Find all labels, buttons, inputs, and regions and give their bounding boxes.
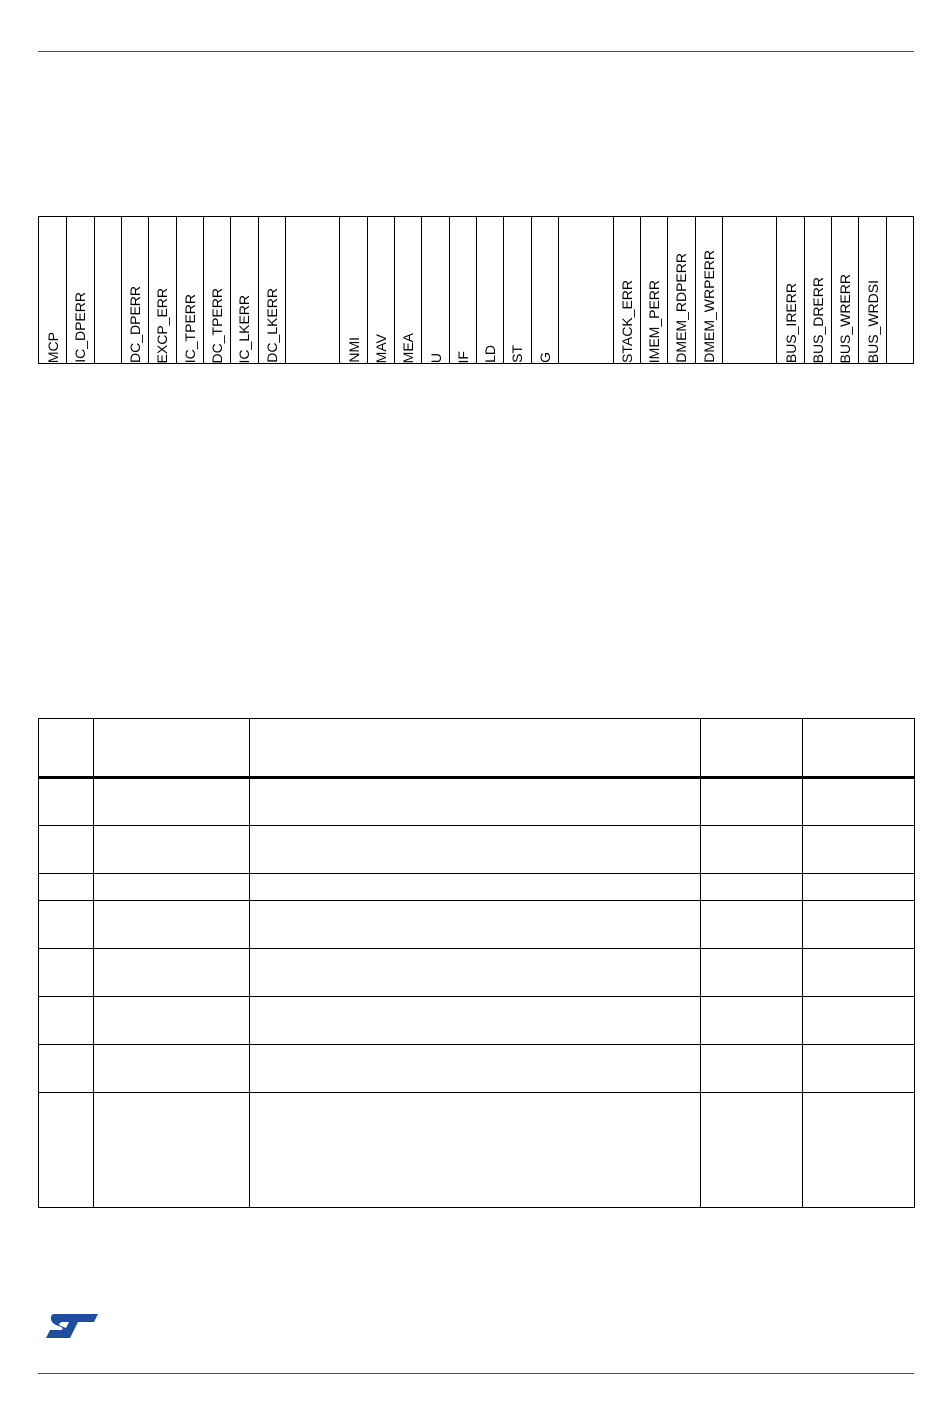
bit-field-reserved [722,217,777,363]
bit-field-label: DC_DPERR [127,285,144,363]
table-cell [250,778,701,826]
bit-field-label: BUS_WRERR [837,273,854,363]
table-cell [803,997,915,1045]
bit-field-label: U [427,352,444,363]
table-row [39,1045,915,1093]
table-cell [250,997,701,1045]
table-cell [803,901,915,949]
table-cell [701,949,803,997]
table-row [39,1093,915,1208]
table-cell [803,826,915,874]
footer-rule [38,1373,914,1374]
bit-field-u [421,217,448,363]
bit-field-label: MEA [400,332,417,363]
table-cell [701,1093,803,1208]
column-header [701,719,803,778]
column-header [94,719,250,778]
bit-field-label: STACK_ERR [618,280,635,363]
table-cell [39,997,94,1045]
column-header [39,719,94,778]
bit-field-imem-perr [640,217,667,363]
table-row [39,826,915,874]
table-cell [803,778,915,826]
table-cell [250,949,701,997]
table-cell [39,949,94,997]
table-cell [701,778,803,826]
table-cell [250,826,701,874]
bit-field-excp-err [148,217,175,363]
table-cell [250,901,701,949]
table-cell [39,901,94,949]
bit-field-label: IC_TPERR [181,293,198,363]
bit-field-ic-tperr [176,217,203,363]
bit-field-bus-wrerr [831,217,858,363]
column-header [250,719,701,778]
bit-field-label: DC_LKERR [263,288,280,363]
table-row [39,874,915,901]
table-cell [94,778,250,826]
table-cell [701,1045,803,1093]
table-cell [39,826,94,874]
bit-field-mav [367,217,394,363]
header-rule [38,51,914,52]
bit-field-g [531,217,558,363]
table-header-row [39,719,915,778]
bit-field-bus-wrdsi [858,217,885,363]
bit-field-ic-lkerr [230,217,257,363]
bit-field-dc-dperr [121,217,148,363]
bit-field-label: IC_DPERR [72,292,89,363]
table-cell [39,778,94,826]
field-description-table [38,718,915,1208]
bit-field-label: BUS_IRERR [782,282,799,363]
table-cell [803,1045,915,1093]
bit-field-dc-lkerr [258,217,285,363]
bit-field-bus-irerr [776,217,803,363]
bit-field-stack-err [613,217,640,363]
bit-field-mea [394,217,421,363]
bit-field-label: ST [509,345,526,363]
bit-field-reserved [558,217,613,363]
bit-field-reserved [886,217,913,363]
table-cell [250,874,701,901]
bit-field-label: MAV [372,333,389,363]
table-row [39,778,915,826]
table-cell [94,1093,250,1208]
table-cell [250,1093,701,1208]
bit-field-ic-dperr [66,217,93,363]
bit-field-label: DMEM_WRPERR [700,250,717,363]
bit-field-label: NMI [345,337,362,363]
table-cell [701,901,803,949]
table-cell [701,826,803,874]
register-bit-diagram [38,216,914,364]
bit-field-label: BUS_WRDSI [864,279,881,363]
table-cell [39,874,94,901]
bit-field-label: IMEM_PERR [646,279,663,363]
table-cell [39,1045,94,1093]
bit-field-label: LD [482,345,499,363]
table-cell [701,874,803,901]
table-cell [94,997,250,1045]
bit-field-bus-drerr [804,217,831,363]
bit-field-reserved [285,217,340,363]
table-cell [250,1045,701,1093]
bit-field-mcp [39,217,66,363]
table-cell [94,949,250,997]
table-row [39,901,915,949]
bit-field-if [449,217,476,363]
bit-field-label: BUS_DRERR [809,276,826,363]
bit-field-label: MCP [44,331,61,363]
table-cell [94,901,250,949]
table-row [39,949,915,997]
bit-field-st [503,217,530,363]
table-cell [701,997,803,1045]
column-header [803,719,915,778]
bit-field-label: IC_LKERR [236,294,253,363]
table-cell [94,874,250,901]
st-logo [44,1310,100,1342]
bit-field-dmem-rdperr [667,217,694,363]
bit-field-label: DMEM_RDPERR [673,253,690,363]
bit-field-dc-tperr [203,217,230,363]
table-row [39,997,915,1045]
table-cell [803,949,915,997]
bit-field-dmem-wrperr [695,217,722,363]
table-cell [803,1093,915,1208]
table-cell [803,874,915,901]
table-cell [94,826,250,874]
bit-field-label: IF [454,350,471,363]
bit-field-reserved [94,217,121,363]
table-cell [39,1093,94,1208]
table-cell [94,1045,250,1093]
bit-field-ld [476,217,503,363]
bit-field-nmi [339,217,366,363]
bit-field-label: G [536,352,553,363]
bit-field-label: EXCP_ERR [154,287,171,363]
bit-field-label: DC_TPERR [209,287,226,363]
